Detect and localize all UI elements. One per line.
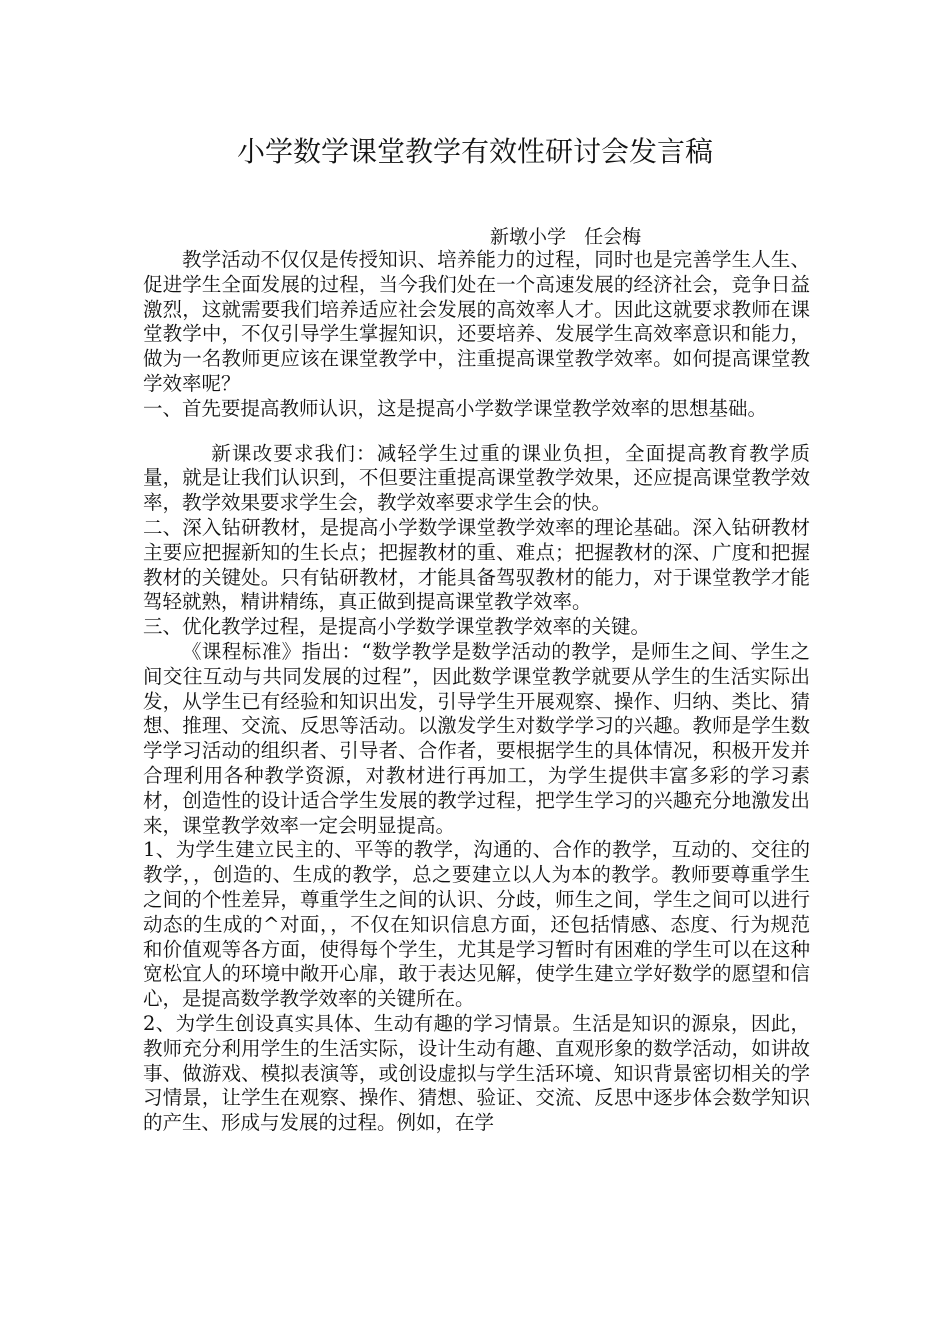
- list-item-1: 1、为学生建立民主的、平等的教学，沟通的、合作的教学，互动的、交往的教学，，创造的、生成的教学，总之要建立以人为本的教学。教师要尊重学生之间的个性差异，尊重学生之间的认识、分歧，师生之间，学生之间可以进行动态的生成的^对面，，不仅在知识信息方面，还包括情感、态度、行为规范和价值观等各方面，使得每个学生，尤其是学习暂时有困难的学生可以在这种宽松宜人的环境中敞开心扉，敢于表达见解，使学生建立学好数学的愿望和信心，是提高数学教学效率的关键所在。: [143, 838, 810, 1011]
- section-heading-3: 三、优化教学过程，是提高小学数学课堂教学效率的关键。: [143, 615, 651, 639]
- paragraph-new-curriculum: 新课改要求我们：减轻学生过重的课业负担，全面提高教育教学质量，就是让我们认识到，不但要注重提高课堂教学效果，还应提高课堂教学效率，教学效果要求学生会，教学效率要求学生会的快。: [143, 441, 810, 515]
- document-title: 小学数学课堂教学有效性研讨会发言稿: [236, 135, 713, 168]
- list-item-2: 2、为学生创设真实具体、生动有趣的学习情景。生活是知识的源泉，因此，教师充分利用学生的生活实际，设计生动有趣、直观形象的数学活动，如讲故事、做游戏、模拟表演等，或创设虚拟与学生活环境、知识背景密切相关的学习情景，让学生在观察、操作、猜想、验证、交流、反思中逐步体会数学知识的产生、形成与发展的过程。例如，在学: [143, 1011, 810, 1135]
- author-line: 新墩小学 任会梅: [490, 226, 642, 248]
- paragraph-curriculum-standard: 《课程标准》指出：“数学教学是数学活动的教学，是师生之间、学生之间交往互动与共同发展的过程”，因此数学课堂教学就要从学生的生活实际出发，从学生已有经验和知识出发，引导学生开展观察、操作、归纳、类比、猜想、推理、交流、反思等活动。以激发学生对数学学习的兴趣。教师是学生数学学习活动的组织者、引导者、合作者，要根据学生的具体情况，积极开发并合理利用各种教学资源，对教材进行再加工，为学生提供丰富多彩的学习素材，创造性的设计适合学生发展的教学过程，把学生学习的兴趣充分地激发出来，课堂教学效率一定会明显提高。: [143, 639, 810, 837]
- section-heading-2: 二、深入钻研教材，是提高小学数学课堂教学效率的理论基础。深入钻研教材主要应把握新知的生长点；把握教材的重、难点；把握教材的深、广度和把握教材的关键处。只有钻研教材，才能具备驾驭教材的能力，对于课堂教学才能驾轻就熟，精讲精练，真正做到提高课堂教学效率。: [143, 515, 810, 614]
- paragraph-intro: 教学活动不仅仅是传授知识、培养能力的过程，同时也是完善学生人生、促进学生全面发展的过程，当今我们处在一个高速发展的经济社会，竞争日益激烈，这就需要我们培养适应社会发展的高效率人才。因此这就要求教师在课堂教学中，不仅引导学生掌握知识，还要培养、发展学生高效率意识和能力，做为一名教师更应该在课堂教学中，注重提高课堂教学效率。如何提高课堂教学效率呢？: [143, 248, 810, 395]
- document-body: [143, 248, 810, 1136]
- section-heading-1: 一、首先要提高教师认识，这是提高小学数学课堂教学效率的思想基础。: [143, 396, 768, 420]
